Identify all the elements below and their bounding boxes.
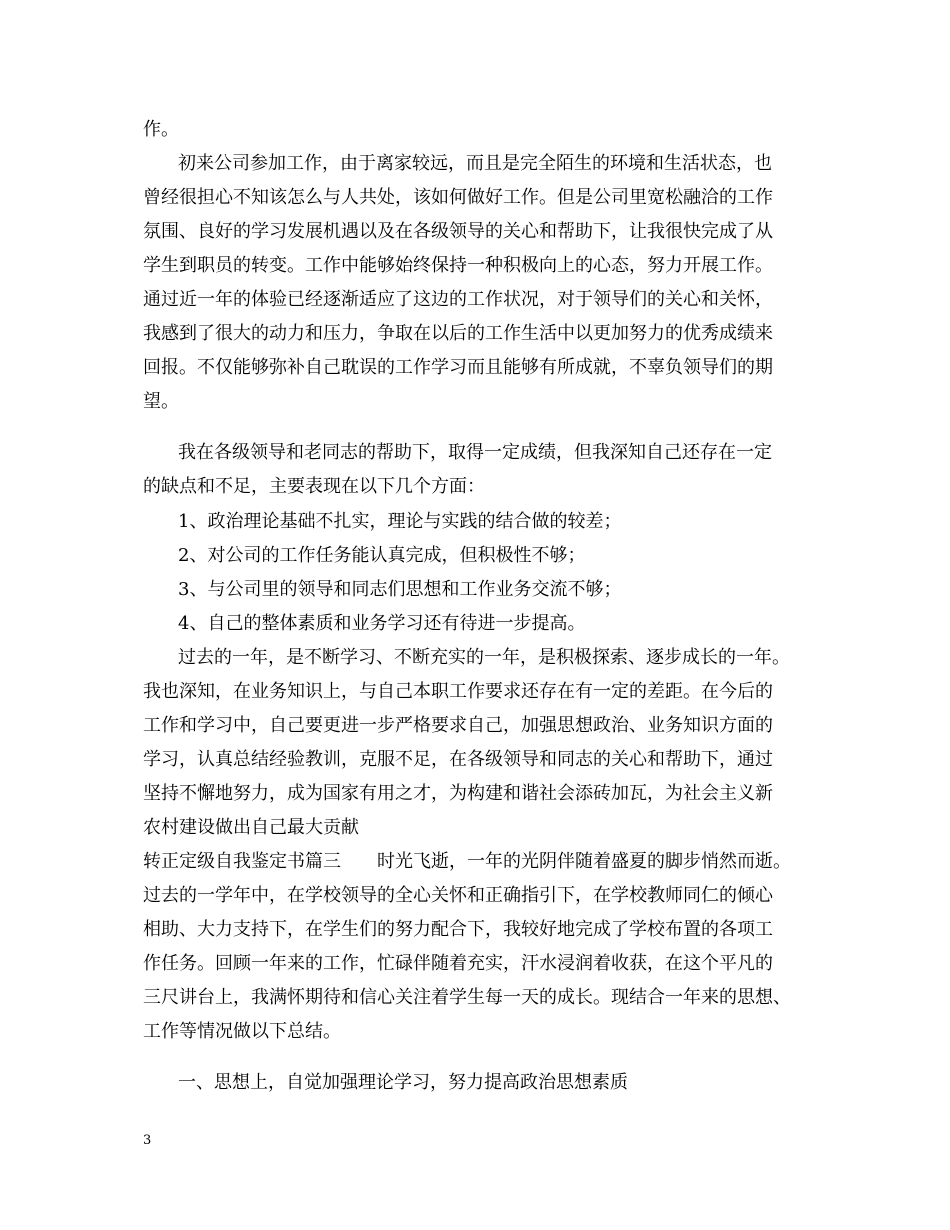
text-line: 作任务。回顾一年来的工作，忙碌伴随着充实，汗水浸润着收获，在这个平凡的 xyxy=(143,953,773,974)
text-line: 工作和学习中，自己要更进一步严格要求自己，加强思想政治、业务知识方面的 xyxy=(143,715,773,736)
text-line: 坚持不懈地努力，成为国家有用之才，为构建和谐社会添砖加瓦，为社会主义新 xyxy=(143,783,773,804)
text-line: 的缺点和不足，主要表现在以下几个方面： xyxy=(143,476,485,497)
paragraph-start: 过去的一年，是不断学习、不断充实的一年，是积极探索、逐步成长的一年。 xyxy=(178,647,790,668)
list-item: 4、自己的整体素质和业务学习还有待进一步提高。 xyxy=(178,613,586,634)
text-line: 氛围、良好的学习发展机遇以及在各级领导的关心和帮助下，让我很快完成了从 xyxy=(143,221,773,242)
text-line: 曾经很担心不知该怎么与人共处，该如何做好工作。但是公司里宽松融洽的工作 xyxy=(143,187,773,208)
text-line: 工作等情况做以下总结。 xyxy=(143,1021,341,1042)
paragraph-start: 初来公司参加工作，由于离家较远，而且是完全陌生的环境和生活状态，也 xyxy=(178,153,772,174)
text-line: 望。 xyxy=(143,391,179,412)
text-line: 农村建设做出自己最大贡献 xyxy=(143,817,359,838)
list-item: 3、与公司里的领导和同志们思想和工作业务交流不够； xyxy=(178,579,622,600)
list-item: 2、对公司的工作任务能认真完成，但积极性不够； xyxy=(178,545,586,566)
text-line: 我感到了很大的动力和压力，争取在以后的工作生活中以更加努力的优秀成绩来 xyxy=(143,323,773,344)
text-line: 学生到职员的转变。工作中能够始终保持一种积极向上的心态，努力开展工作。 xyxy=(143,255,773,276)
text-line: 回报。不仅能够弥补自己耽误的工作学习而且能够有所成就，不辜负领导们的期 xyxy=(143,357,773,378)
list-item: 1、政治理论基础不扎实，理论与实践的结合做的较差； xyxy=(178,511,622,532)
text-line: 我也深知，在业务知识上，与自己本职工作要求还存在有一定的差距。在今后的 xyxy=(143,681,773,702)
text-line: 学习，认真总结经验教训，克服不足，在各级领导和同志的关心和帮助下，通过 xyxy=(143,749,773,770)
section-title-line: 转正定级自我鉴定书篇三 时光飞逝，一年的光阴伴随着盛夏的脚步悄然而逝。 xyxy=(143,851,791,872)
page-number: 3 xyxy=(143,1133,152,1148)
paragraph-start: 我在各级领导和老同志的帮助下，取得一定成绩，但我深知自己还存在一定 xyxy=(178,442,772,463)
subheading: 一、思想上，自觉加强理论学习，努力提高政治思想素质 xyxy=(178,1072,628,1093)
text-line: 相助、大力支持下，在学生们的努力配合下，我较好地完成了学校布置的各项工 xyxy=(143,919,773,940)
text-line: 作。 xyxy=(143,119,179,140)
text-line: 通过近一年的体验已经逐渐适应了这边的工作状况，对于领导们的关心和关怀， xyxy=(143,289,773,310)
text-line: 三尺讲台上，我满怀期待和信心关注着学生每一天的成长。现结合一年来的思想、 xyxy=(143,987,791,1008)
text-line: 过去的一学年中，在学校领导的全心关怀和正确指引下，在学校教师同仁的倾心 xyxy=(143,885,773,906)
